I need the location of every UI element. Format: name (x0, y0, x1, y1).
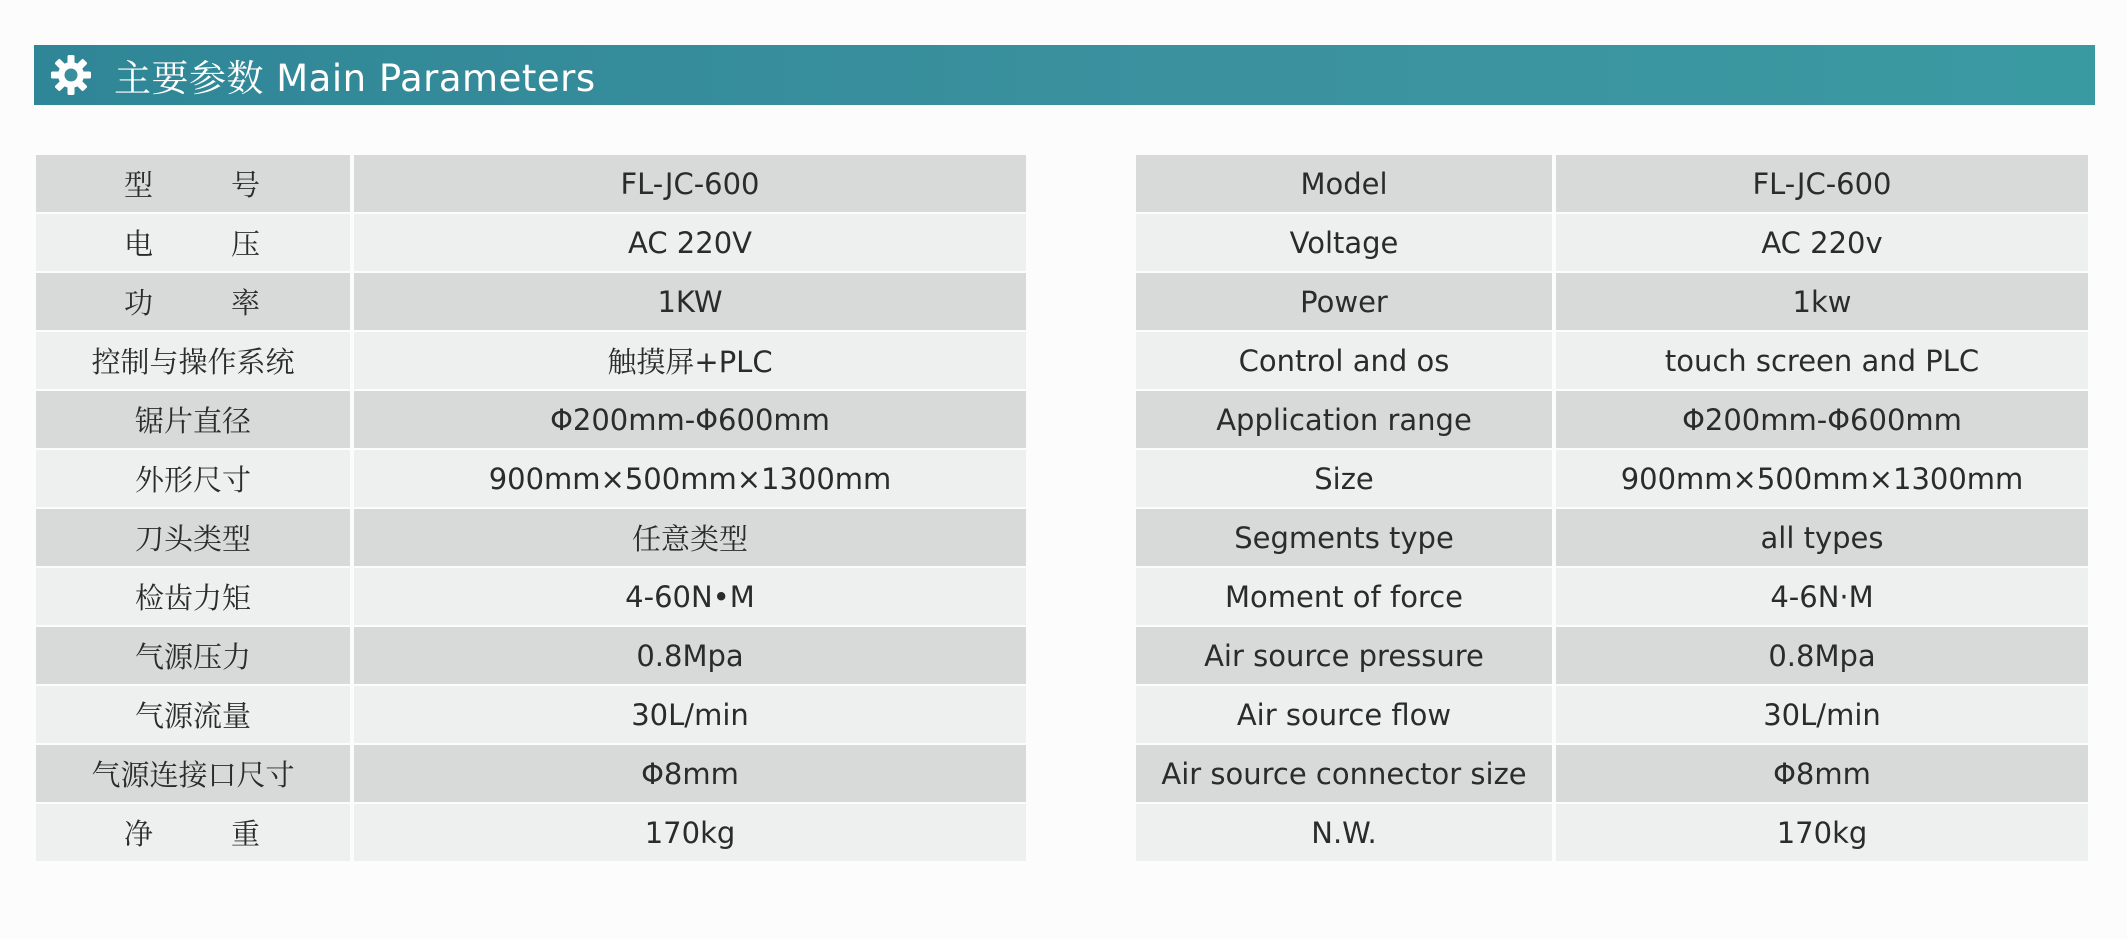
table-row (1136, 686, 2088, 743)
param-label (36, 214, 350, 271)
table-row (36, 214, 1026, 271)
table-row (36, 273, 1026, 330)
param-value: 0.8Mpa (354, 627, 1026, 684)
table-row (1136, 627, 2088, 684)
table-row (1136, 214, 2088, 271)
param-label: Size (1136, 450, 1552, 507)
table-row (1136, 273, 2088, 330)
param-label: Model (1136, 155, 1552, 212)
param-label: 刀头类型 (36, 509, 350, 566)
table-row (36, 155, 1026, 212)
param-value: Φ8mm (354, 745, 1026, 802)
table-row (36, 509, 1026, 566)
param-label: 气源流量 (36, 686, 350, 743)
table-row (1136, 745, 2088, 802)
param-label-char: 功 (124, 286, 154, 320)
param-value: Φ200mm-Φ600mm (354, 391, 1026, 448)
param-label: 检齿力矩 (36, 568, 350, 625)
page-title: 主要参数 Main Parameters (114, 57, 596, 100)
param-value: 170kg (354, 804, 1026, 861)
table-row (1136, 450, 2088, 507)
param-label: Voltage (1136, 214, 1552, 271)
param-value: 0.8Mpa (1556, 627, 2088, 684)
param-label: Power (1136, 273, 1552, 330)
table-row (1136, 568, 2088, 625)
param-label: Moment of force (1136, 568, 1552, 625)
param-value: AC 220v (1556, 214, 2088, 271)
section-header (34, 45, 2095, 105)
param-value: 任意类型 (354, 509, 1026, 566)
param-label: 锯片直径 (36, 391, 350, 448)
param-value: 30L/min (1556, 686, 2088, 743)
table-row (1136, 155, 2088, 212)
param-value: 900mm×500mm×1300mm (1556, 450, 2088, 507)
table-row (36, 745, 1026, 802)
param-value: FL-JC-600 (354, 155, 1026, 212)
table-row (1136, 804, 2088, 861)
param-label-char: 重 (230, 817, 260, 851)
param-label-char: 压 (230, 227, 260, 261)
param-value: 4-6N·M (1556, 568, 2088, 625)
param-label: N.W. (1136, 804, 1552, 861)
table-row (36, 627, 1026, 684)
param-label: Air source pressure (1136, 627, 1552, 684)
gear-icon (48, 52, 94, 98)
table-row (36, 391, 1026, 448)
param-value: Φ200mm-Φ600mm (1556, 391, 2088, 448)
param-label-char: 型 (124, 168, 154, 202)
param-value: Φ8mm (1556, 745, 2088, 802)
param-label: 气源压力 (36, 627, 350, 684)
param-label: 气源连接口尺寸 (36, 745, 350, 802)
param-value: AC 220V (354, 214, 1026, 271)
param-value: FL-JC-600 (1556, 155, 2088, 212)
table-row (1136, 509, 2088, 566)
param-label: Air source flow (1136, 686, 1552, 743)
table-row (1136, 391, 2088, 448)
param-label: Air source connector size (1136, 745, 1552, 802)
param-value: 900mm×500mm×1300mm (354, 450, 1026, 507)
param-value: 1KW (354, 273, 1026, 330)
param-label: Control and os (1136, 332, 1552, 389)
param-value: 170kg (1556, 804, 2088, 861)
param-label-char: 率 (230, 286, 260, 320)
param-value: 4-60N•M (354, 568, 1026, 625)
param-label (36, 804, 350, 861)
param-label-char: 号 (230, 168, 260, 202)
param-label (36, 155, 350, 212)
param-value: all types (1556, 509, 2088, 566)
table-row (36, 568, 1026, 625)
param-label-char: 电 (124, 227, 154, 261)
table-row (36, 332, 1026, 389)
param-value: 30L/min (354, 686, 1026, 743)
param-label-char: 净 (124, 817, 154, 851)
param-value: touch screen and PLC (1556, 332, 2088, 389)
table-row (36, 686, 1026, 743)
table-row (36, 450, 1026, 507)
param-label: 控制与操作系统 (36, 332, 350, 389)
parameters-table-chinese (36, 155, 1026, 861)
param-label (36, 273, 350, 330)
param-label: Segments type (1136, 509, 1552, 566)
table-row (1136, 332, 2088, 389)
param-label: Application range (1136, 391, 1552, 448)
param-value: 触摸屏+PLC (354, 332, 1026, 389)
param-value: 1kw (1556, 273, 2088, 330)
parameters-table-english (1136, 155, 2088, 861)
table-row (36, 804, 1026, 861)
param-label: 外形尺寸 (36, 450, 350, 507)
